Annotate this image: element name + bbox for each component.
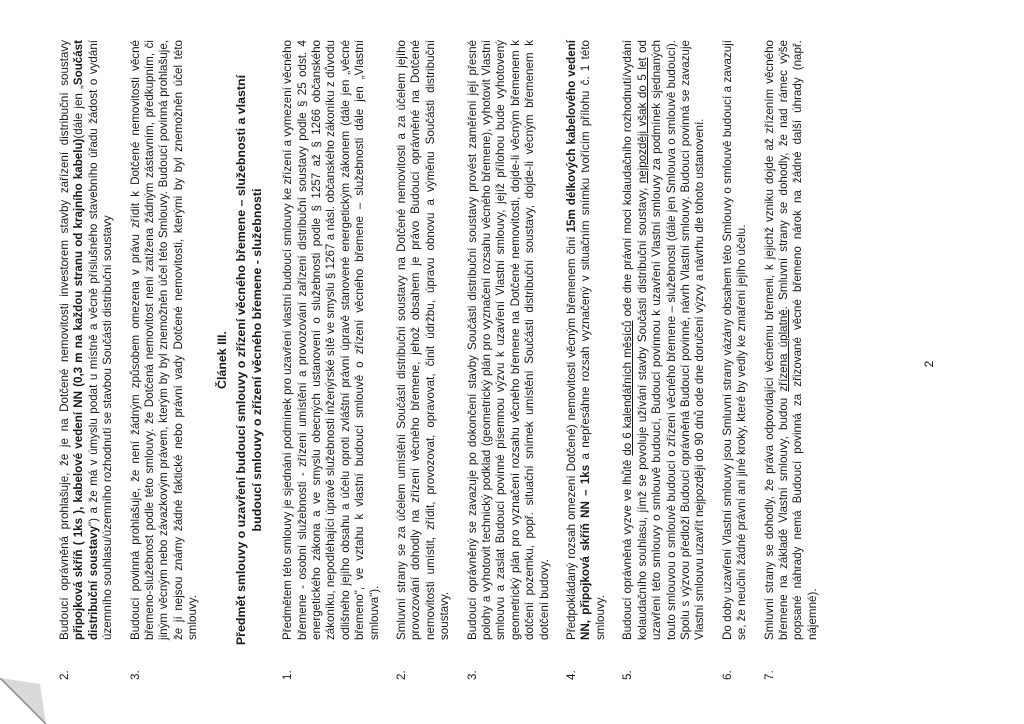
section-text: Předpokládaný rozsah omezení Dotčené) nemovitosti věcným břemenem činí 15m délkových kabelového vedení NN, připojková skříň NN – 1ks a nepřesáhne rozsah vyznačený v situačním snímku tvořícím přílohu č. 1 této smlouvy.	[565, 39, 607, 640]
section-number: 3.	[465, 670, 479, 680]
section-7	[763, 40, 821, 680]
section-1	[281, 40, 382, 680]
section-3	[466, 40, 552, 680]
section-text: Smluvní strany se za účelem umístění Součásti distribuční soustavy na Dotčené nemovitosti a za účelem jejího provozování dohodly na zřízení věcného břemene, jehož obsahem je právo Budoucí oprávněné na Dotčené nemovitosti umístit, zřídit, provozovat, opravovat, činit údržbu, úpravu obnovu a výměnu Součásti distribuční soustavy.	[395, 40, 452, 640]
article-subject: Předmět smlouvy o uzavření budoucí smlouvy o zřízení věcného břemene – služebnosti a vlastní budoucí smlouvy o zřízení věcného břemene - služebnosti	[234, 74, 264, 646]
section-text: Budoucí oprávněný se zavazuje po dokončení stavby Součásti distribuční soustavy provést zaměření její přesné polohy a vyhotovit technický podklad (geometrický plán pro vyznačení rozsahu věcného břemene), vyhotovit Vlastní smlouvu a zaslat Budoucí povinné písemnou výzvu k uzavření Vlastní smlouvy, jejíž přílohou bude vyhotovený geometrický plán pro vyznačení rozsahu věcného břemene na Dotčené nemovitosti, dojde-li věcným břemenem k dotčení pozemku, popř. situační snímek umístění Součásti distribuční soustavy, dojde-li věcným břemenem k dotčení budovy.	[465, 40, 551, 640]
intro-item-3	[129, 40, 201, 680]
item-number: 3.	[128, 670, 142, 680]
document-body	[58, 40, 833, 680]
section-4	[565, 40, 608, 680]
payment-term: zřízena úplatně	[776, 309, 790, 392]
section-number: 1.	[281, 670, 295, 680]
section-6	[721, 40, 750, 680]
section-number: 7.	[762, 670, 776, 680]
equipment-description: připojková skříň ( 1ks ), kabelové vedení NN (0,3 m na každou stranu od krajního kabelu)	[72, 138, 86, 640]
section-text: Smluvní strany se dohodly, že práva odpovídající věcnému břemeni, k jejichž vzniku dojde až zřízením věcného břemene na základě Vlastní smlouvy, budou zřízena úplatně. Smluvní strany se dohodly, že nad rámec výše popsané náhrady nemá Budoucí povinná za zřizované věcné břemeno nárok na žádné další úhrady (např. nájemné).	[762, 40, 819, 640]
folded-corner-icon	[0, 678, 46, 724]
deadline-months: do 6 kalendářních měsíců	[621, 320, 635, 456]
intro-item-2	[58, 40, 116, 680]
item-text: Budoucí povinná prohlašuje, že není žádným způsobem omezena v právu zřídit k Dotčené nemovitosti věcné břemeno-služebnost podle této smlouvy. že Dotčená nemovitost není zatížena žádným zástavním, předkupním, či jiným věcným nebo závazkovým právem, kterým by byl znemožněn účel této Smlouvy. Budoucí povinná prohlašuje, že jí nejsou známy žádné faktické nebo právní vady Dotčené nemovitosti, kterými by byl znemožněn účel této smlouvy.	[128, 40, 200, 640]
deadline-years: nejpozději však do 5 let	[635, 57, 649, 184]
item-text: Budoucí oprávněná prohlašuje, že je na Dotčené nemovitosti investorem stavby zařízení distribuční soustavy připojková skříň ( 1ks ), kabelové vedení NN (0,3 m na každou stranu od krajního kabelu)(dále jen „Součást distribuční soustavy") a že má v úmyslu podat u místně a věcně příslušného stavebního úřadu žádost o vydání územního souhlasu/územního rozhodnutí se stavbou Součásti distribuční soustavy	[58, 40, 115, 640]
section-number: 2.	[395, 670, 408, 680]
section-number: 5.	[621, 670, 635, 680]
page-number: 2	[922, 360, 936, 368]
scope-of-easement: 15m délkových kabelového vedení NN, připojková skříň NN – 1ks	[565, 39, 593, 640]
section-number: 6.	[720, 670, 734, 680]
section-text: Budoucí oprávněná vyzve ve lhůtě do 6 kalendářních měsíců ode dne právní moci kolaudačního rozhodnutí/vydání kolaudačního souhlasu, jímž se povoluje užívání stavby Součásti distribuční soustavy, nejpozději však do 5 let od uzavření této smlouvy o smlouvě budoucí, Budoucí povinnou k uzavření Vlastní smlouvy za podmínek sjednaných touto smlouvou o smlouvě budoucí o zřízení věcného břemene – služebnosti (dále jen Smlouva o smlouvě budoucí). Spolu s výzvou předloží Budoucí oprávněná Budoucí povinné, návrh Vlastní smlouvy. Budoucí povinná se zavazuje Vlastní smlouvu uzavřít nejpozději do 90 dnů ode dne doručení výzvy a návrhu dle tohoto ustanovení.	[621, 40, 707, 640]
defined-term: Součást distribuční soustavy	[72, 40, 100, 640]
section-5	[621, 40, 707, 680]
article-title: Článek III.	[214, 331, 229, 389]
item-number: 2.	[58, 670, 71, 680]
section-2	[395, 40, 453, 680]
section-number: 4.	[565, 670, 579, 680]
section-text: Předmětem této smlouvy je sjednání podmínek pro uzavření vlastní budoucí smlouvy ke zřízení a vymezení věcného břemene - osobní služebnosti - zřízení umístění a provozování zařízení distribuční soustavy podle § 25 odst. 4 energetického zákona a ve smyslu obecných ustanovení o služebnosti podle § 1257 až § 1266 občanského zákoníku, nepodléhající úpravě služebnosti inženýrské sítě ve smyslu § 1267 a násl. občanského zákoníku z důvodu odlišného jejího obsahu a účelu oproti zvláštní právní úpravě stanovené energetickým zákonem (dále jen „věcné břemeno", ve vztahu k vlastní budoucí smlouvě o zřízení věcného břemene – služebnosti dále jen „Vlastní smlouva").	[281, 40, 381, 640]
section-text: Do doby uzavření Vlastní smlouvy jsou Smluvní strany vázány obsahem této Smlouvy o smlouvě budoucí a zavazují se, že neučiní žádné právní ani jiné kroky, které by vedly ke zmaření jejího účelu.	[720, 40, 749, 640]
